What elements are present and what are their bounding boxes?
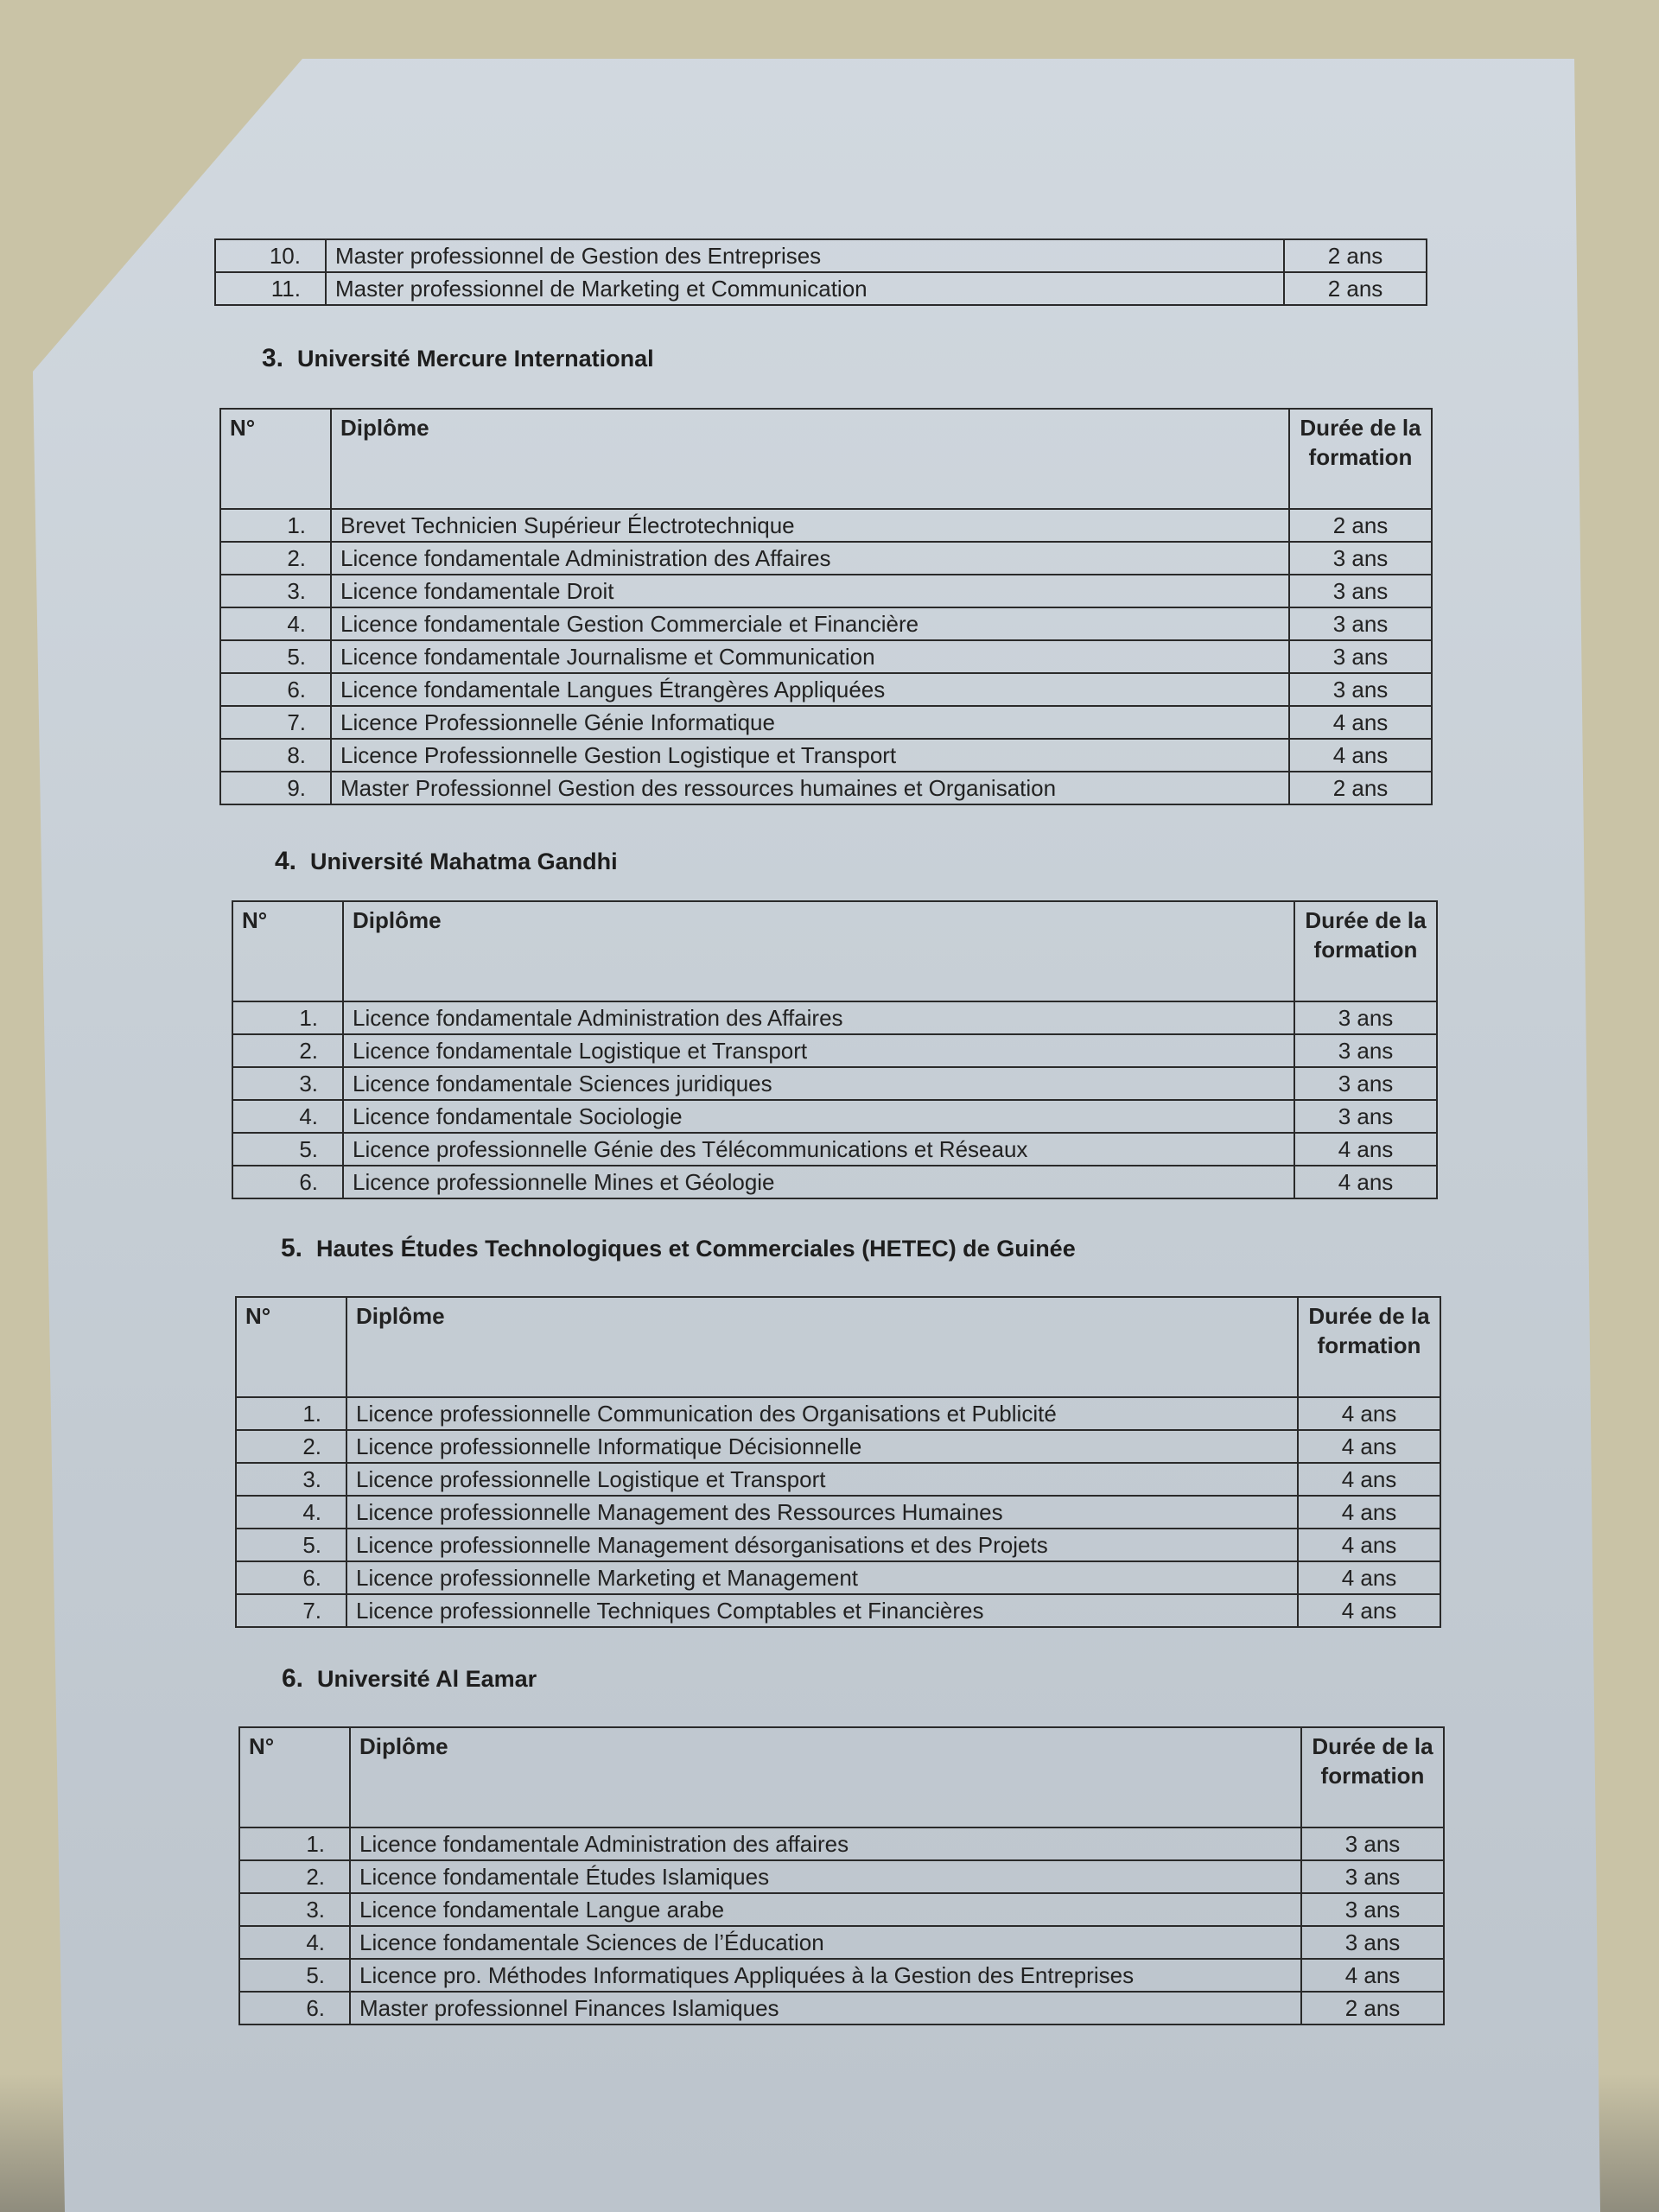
row-duree: 4 ans	[1294, 1166, 1437, 1198]
diploma-table	[232, 900, 1438, 1199]
section-table-block	[235, 1296, 1441, 1628]
section-number: 5.	[281, 1234, 303, 1262]
section-heading	[282, 1664, 537, 1694]
table-row	[232, 1166, 1437, 1198]
row-duree: 2 ans	[1289, 509, 1432, 542]
table-row	[239, 1959, 1444, 1992]
row-duree: 3 ans	[1301, 1893, 1444, 1926]
header-duree: Durée de la formation	[1301, 1727, 1444, 1827]
row-number: 4.	[236, 1496, 346, 1529]
row-duree: 3 ans	[1289, 673, 1432, 706]
row-diplome: Licence fondamentale Études Islamiques	[350, 1860, 1301, 1893]
table-body	[239, 1827, 1444, 2024]
row-number: 3.	[239, 1893, 350, 1926]
row-duree: 3 ans	[1294, 1067, 1437, 1100]
row-number: 5.	[220, 640, 331, 673]
row-number: 1.	[220, 509, 331, 542]
table-row	[215, 239, 1427, 272]
row-number: 4.	[220, 607, 331, 640]
table-row	[220, 607, 1432, 640]
table-row	[220, 739, 1432, 772]
row-diplome: Licence professionnelle Informatique Décisionnelle	[346, 1430, 1298, 1463]
row-number: 6.	[236, 1561, 346, 1594]
table-row	[239, 1860, 1444, 1893]
section-table-block	[232, 900, 1438, 1199]
row-number: 7.	[220, 706, 331, 739]
row-diplome: Licence fondamentale Journalisme et Communication	[331, 640, 1289, 673]
table-row	[236, 1594, 1440, 1627]
row-diplome: Licence Professionnelle Génie Informatique	[331, 706, 1289, 739]
section-heading	[281, 1234, 1076, 1263]
row-number: 1.	[236, 1397, 346, 1430]
header-duree: Durée de la formation	[1289, 409, 1432, 509]
continued-table-block	[214, 238, 1427, 306]
table-row	[220, 673, 1432, 706]
row-number: 4.	[232, 1100, 343, 1133]
row-number: 5.	[232, 1133, 343, 1166]
row-duree: 4 ans	[1301, 1959, 1444, 1992]
table-body	[232, 1001, 1437, 1198]
diploma-table	[219, 408, 1433, 805]
row-diplome: Licence pro. Méthodes Informatiques Appliquées à la Gestion des Entreprises	[350, 1959, 1301, 1992]
header-num: N°	[232, 901, 343, 1001]
row-diplome: Licence fondamentale Administration des Affaires	[343, 1001, 1294, 1034]
row-diplome: Licence fondamentale Droit	[331, 575, 1289, 607]
table-body	[236, 1397, 1440, 1627]
row-diplome: Master Professionnel Gestion des ressources humaines et Organisation	[331, 772, 1289, 804]
row-duree: 3 ans	[1301, 1926, 1444, 1959]
diploma-table	[235, 1296, 1441, 1628]
row-duree: 3 ans	[1301, 1827, 1444, 1860]
section-title: Université Mercure International	[297, 346, 654, 372]
row-diplome: Licence fondamentale Logistique et Transport	[343, 1034, 1294, 1067]
continued-table	[214, 238, 1427, 306]
row-diplome: Licence fondamentale Administration des Affaires	[331, 542, 1289, 575]
row-number: 3.	[232, 1067, 343, 1100]
row-diplome: Master professionnel de Gestion des Entreprises	[326, 239, 1284, 272]
row-number: 5.	[236, 1529, 346, 1561]
row-duree: 4 ans	[1294, 1133, 1437, 1166]
diploma-table	[238, 1726, 1445, 2025]
section-title: Université Al Eamar	[317, 1666, 537, 1692]
row-number: 6.	[239, 1992, 350, 2024]
table-row	[236, 1496, 1440, 1529]
table-row	[239, 1926, 1444, 1959]
row-number: 8.	[220, 739, 331, 772]
row-duree: 2 ans	[1284, 272, 1427, 305]
row-duree: 3 ans	[1289, 607, 1432, 640]
row-diplome: Licence Professionnelle Gestion Logistique et Transport	[331, 739, 1289, 772]
header-duree: Durée de la formation	[1298, 1297, 1440, 1397]
row-duree: 3 ans	[1294, 1034, 1437, 1067]
table-header-row	[232, 901, 1437, 1001]
table-row	[236, 1561, 1440, 1594]
row-diplome: Master professionnel de Marketing et Communication	[326, 272, 1284, 305]
row-diplome: Licence fondamentale Sociologie	[343, 1100, 1294, 1133]
header-duree: Durée de la formation	[1294, 901, 1437, 1001]
row-number: 11.	[215, 272, 326, 305]
row-duree: 3 ans	[1289, 575, 1432, 607]
row-number: 2.	[236, 1430, 346, 1463]
row-duree: 4 ans	[1298, 1397, 1440, 1430]
row-diplome: Licence professionnelle Management désorganisations et des Projets	[346, 1529, 1298, 1561]
table-row	[239, 1827, 1444, 1860]
table-header-row	[220, 409, 1432, 509]
table-header-row	[239, 1727, 1444, 1827]
table-row	[236, 1397, 1440, 1430]
row-diplome: Master professionnel Finances Islamiques	[350, 1992, 1301, 2024]
row-number: 9.	[220, 772, 331, 804]
row-duree: 4 ans	[1298, 1594, 1440, 1627]
row-number: 6.	[220, 673, 331, 706]
table-row	[239, 1893, 1444, 1926]
row-duree: 4 ans	[1298, 1430, 1440, 1463]
table-row	[232, 1133, 1437, 1166]
row-duree: 4 ans	[1298, 1463, 1440, 1496]
header-num: N°	[220, 409, 331, 509]
row-diplome: Licence fondamentale Administration des affaires	[350, 1827, 1301, 1860]
section-number: 4.	[275, 847, 297, 875]
row-duree: 3 ans	[1294, 1001, 1437, 1034]
section-number: 3.	[262, 344, 284, 372]
row-number: 2.	[220, 542, 331, 575]
row-number: 1.	[232, 1001, 343, 1034]
table-row	[220, 575, 1432, 607]
table-row	[239, 1992, 1444, 2024]
table-row	[236, 1529, 1440, 1561]
table-header-row	[236, 1297, 1440, 1397]
section-title: Université Mahatma Gandhi	[310, 849, 618, 874]
row-diplome: Brevet Technicien Supérieur Électrotechnique	[331, 509, 1289, 542]
table-body	[220, 509, 1432, 804]
header-diplome: Diplôme	[343, 901, 1294, 1001]
row-diplome: Licence professionnelle Marketing et Management	[346, 1561, 1298, 1594]
header-diplome: Diplôme	[331, 409, 1289, 509]
row-number: 2.	[232, 1034, 343, 1067]
row-duree: 4 ans	[1298, 1496, 1440, 1529]
table-row	[232, 1067, 1437, 1100]
row-diplome: Licence professionnelle Mines et Géologie	[343, 1166, 1294, 1198]
section-title: Hautes Études Technologiques et Commerciales (HETEC) de Guinée	[316, 1236, 1076, 1262]
row-duree: 2 ans	[1284, 239, 1427, 272]
row-diplome: Licence professionnelle Génie des Télécommunications et Réseaux	[343, 1133, 1294, 1166]
row-number: 3.	[220, 575, 331, 607]
row-number: 2.	[239, 1860, 350, 1893]
row-diplome: Licence fondamentale Sciences juridiques	[343, 1067, 1294, 1100]
row-duree: 4 ans	[1298, 1561, 1440, 1594]
row-diplome: Licence professionnelle Management des Ressources Humaines	[346, 1496, 1298, 1529]
row-number: 5.	[239, 1959, 350, 1992]
row-duree: 3 ans	[1294, 1100, 1437, 1133]
header-diplome: Diplôme	[350, 1727, 1301, 1827]
row-duree: 3 ans	[1289, 640, 1432, 673]
table-row	[236, 1430, 1440, 1463]
header-num: N°	[239, 1727, 350, 1827]
row-diplome: Licence professionnelle Communication des Organisations et Publicité	[346, 1397, 1298, 1430]
section-table-block	[238, 1726, 1445, 2025]
row-duree: 4 ans	[1289, 706, 1432, 739]
table-row	[232, 1001, 1437, 1034]
table-row	[220, 509, 1432, 542]
row-diplome: Licence fondamentale Langues Étrangères Appliquées	[331, 673, 1289, 706]
table-row	[220, 640, 1432, 673]
table-row	[220, 542, 1432, 575]
row-diplome: Licence fondamentale Langue arabe	[350, 1893, 1301, 1926]
table-row	[232, 1100, 1437, 1133]
table-row	[220, 772, 1432, 804]
row-number: 10.	[215, 239, 326, 272]
section-heading	[262, 344, 654, 373]
section-number: 6.	[282, 1664, 304, 1693]
header-diplome: Diplôme	[346, 1297, 1298, 1397]
row-number: 3.	[236, 1463, 346, 1496]
row-duree: 3 ans	[1301, 1860, 1444, 1893]
row-duree: 2 ans	[1301, 1992, 1444, 2024]
table-row	[236, 1463, 1440, 1496]
table-row	[215, 272, 1427, 305]
row-diplome: Licence professionnelle Logistique et Transport	[346, 1463, 1298, 1496]
row-duree: 4 ans	[1298, 1529, 1440, 1561]
row-number: 7.	[236, 1594, 346, 1627]
row-diplome: Licence fondamentale Sciences de l’Éducation	[350, 1926, 1301, 1959]
table-row	[232, 1034, 1437, 1067]
row-number: 4.	[239, 1926, 350, 1959]
table-row	[220, 706, 1432, 739]
row-number: 1.	[239, 1827, 350, 1860]
section-table-block	[219, 408, 1433, 805]
section-heading	[275, 847, 618, 876]
row-number: 6.	[232, 1166, 343, 1198]
row-diplome: Licence professionnelle Techniques Comptables et Financières	[346, 1594, 1298, 1627]
row-diplome: Licence fondamentale Gestion Commerciale et Financière	[331, 607, 1289, 640]
row-duree: 2 ans	[1289, 772, 1432, 804]
header-num: N°	[236, 1297, 346, 1397]
row-duree: 4 ans	[1289, 739, 1432, 772]
row-duree: 3 ans	[1289, 542, 1432, 575]
